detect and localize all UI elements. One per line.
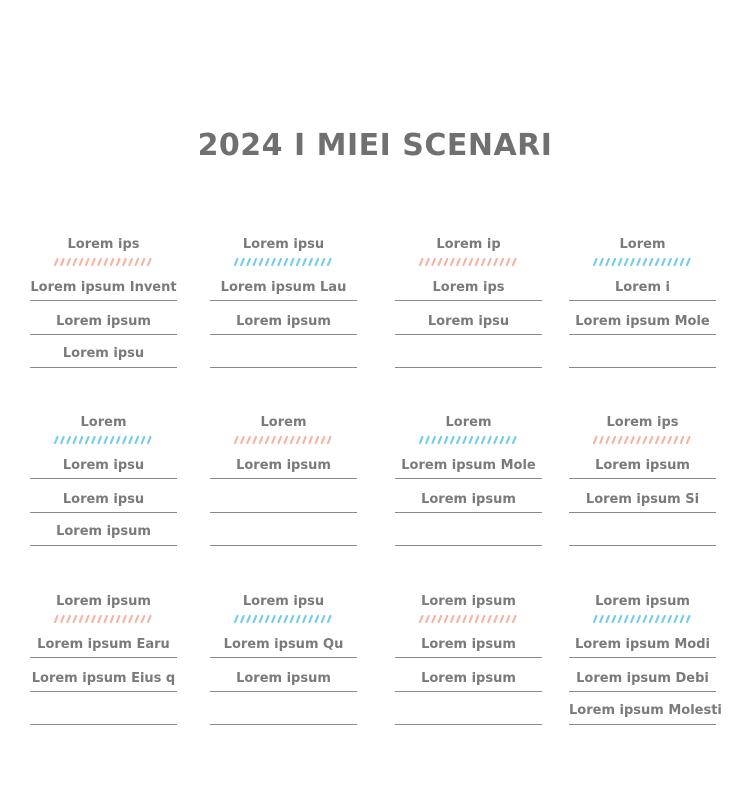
brush-underline-icon bbox=[417, 435, 519, 445]
scenario-line: Lorem ipsum Invent bbox=[30, 280, 177, 295]
scenario-card-title: Lorem bbox=[445, 415, 492, 430]
writing-rule bbox=[210, 545, 357, 546]
scenario-line: Lorem ipsum bbox=[421, 492, 516, 507]
scenario-line bbox=[395, 346, 542, 362]
writing-rule bbox=[395, 657, 542, 658]
scenario-line: Lorem ips bbox=[432, 280, 505, 295]
scenario-line: Lorem ipsum bbox=[236, 671, 331, 686]
writing-rule bbox=[30, 334, 177, 335]
writing-rule bbox=[395, 334, 542, 335]
writing-rule bbox=[30, 367, 177, 368]
writing-rule bbox=[569, 691, 716, 692]
writing-rule bbox=[569, 300, 716, 301]
brush-underline-icon bbox=[591, 435, 693, 445]
scenario-card-title: Lorem ips bbox=[606, 415, 679, 430]
scenario-line: Lorem ipsum Mole bbox=[401, 458, 536, 473]
brush-underline-icon bbox=[591, 257, 693, 267]
writing-rule bbox=[395, 367, 542, 368]
scenario-card bbox=[569, 415, 716, 555]
scenario-card bbox=[569, 237, 716, 377]
scenario-line bbox=[210, 524, 357, 540]
writing-rule bbox=[210, 657, 357, 658]
scenario-card bbox=[569, 594, 722, 734]
scenario-line: Lorem ipsum bbox=[421, 671, 516, 686]
scenario-line: Lorem ipsum Qu bbox=[223, 637, 344, 652]
writing-rule bbox=[210, 334, 357, 335]
writing-rule bbox=[395, 691, 542, 692]
scenario-card-title: Lorem ipsu bbox=[242, 237, 325, 252]
scenario-line: Lorem ipsum bbox=[56, 314, 151, 329]
scenario-line: Lorem ipsum Si bbox=[585, 492, 700, 507]
brush-underline-icon bbox=[232, 257, 334, 267]
writing-rule bbox=[30, 300, 177, 301]
writing-rule bbox=[210, 724, 357, 725]
writing-rule bbox=[569, 478, 716, 479]
scenario-card-title: Lorem ip bbox=[436, 237, 501, 252]
scenario-card bbox=[395, 237, 542, 377]
writing-rule bbox=[569, 334, 716, 335]
brush-underline-icon bbox=[52, 257, 154, 267]
scenario-card bbox=[210, 415, 357, 555]
scenario-card bbox=[30, 415, 177, 555]
scenario-line: Lorem ipsum bbox=[421, 637, 516, 652]
brush-underline-icon bbox=[417, 614, 519, 624]
scenario-line: Lorem ipsum Modi bbox=[575, 637, 710, 652]
writing-rule bbox=[210, 691, 357, 692]
scenario-line: Lorem ipsu bbox=[62, 492, 145, 507]
scenario-line: Lorem ipsu bbox=[62, 346, 145, 361]
scenario-card-title: Lorem bbox=[260, 415, 307, 430]
writing-rule bbox=[210, 512, 357, 513]
writing-rule bbox=[210, 478, 357, 479]
scenario-card bbox=[395, 415, 542, 555]
scenario-line bbox=[395, 524, 542, 540]
brush-underline-icon bbox=[232, 614, 334, 624]
scenario-line: Lorem ipsu bbox=[427, 314, 510, 329]
writing-rule bbox=[569, 657, 716, 658]
scenario-card bbox=[210, 237, 357, 377]
scenario-line: Lorem ipsum bbox=[595, 458, 690, 473]
scenario-card bbox=[30, 594, 177, 734]
scenario-line bbox=[569, 524, 716, 540]
scenario-card-title: Lorem ips bbox=[67, 237, 140, 252]
scenario-line: Lorem ipsum bbox=[56, 524, 151, 539]
writing-rule bbox=[30, 545, 177, 546]
scenario-card bbox=[30, 237, 177, 377]
scenario-line bbox=[569, 346, 716, 362]
writing-rule bbox=[30, 691, 177, 692]
scenario-line: Lorem ipsum bbox=[236, 314, 331, 329]
scenario-card-title: Lorem ipsum bbox=[421, 594, 516, 609]
scenario-line bbox=[210, 346, 357, 362]
writing-rule bbox=[569, 545, 716, 546]
writing-rule bbox=[30, 657, 177, 658]
brush-underline-icon bbox=[591, 614, 693, 624]
scenario-card bbox=[210, 594, 357, 734]
scenario-card-title: Lorem ipsum bbox=[595, 594, 690, 609]
scenario-line: Lorem ipsum Molesti bbox=[569, 703, 722, 718]
scenario-line: Lorem ipsum Earu bbox=[37, 637, 170, 652]
writing-rule bbox=[395, 545, 542, 546]
writing-rule bbox=[395, 300, 542, 301]
scenario-line bbox=[30, 703, 177, 719]
scenario-line: Lorem ipsum Mole bbox=[575, 314, 710, 329]
writing-rule bbox=[569, 512, 716, 513]
scenario-card bbox=[395, 594, 542, 734]
writing-rule bbox=[395, 512, 542, 513]
brush-underline-icon bbox=[232, 435, 334, 445]
brush-underline-icon bbox=[52, 435, 154, 445]
writing-rule bbox=[30, 512, 177, 513]
page-title: 2024 I MIEI SCENARI bbox=[197, 128, 553, 163]
brush-underline-icon bbox=[417, 257, 519, 267]
scenario-line: Lorem ipsu bbox=[62, 458, 145, 473]
writing-rule bbox=[210, 367, 357, 368]
scenario-line bbox=[210, 703, 357, 719]
scenario-card-title: Lorem ipsu bbox=[242, 594, 325, 609]
scenario-card-title: Lorem bbox=[80, 415, 127, 430]
scenario-line: Lorem ipsum bbox=[236, 458, 331, 473]
scenario-line bbox=[395, 703, 542, 719]
scenario-line: Lorem ipsum Debi bbox=[576, 671, 709, 686]
scenario-card-title: Lorem ipsum bbox=[56, 594, 151, 609]
writing-rule bbox=[30, 724, 177, 725]
writing-rule bbox=[210, 300, 357, 301]
writing-rule bbox=[569, 724, 716, 725]
writing-rule bbox=[395, 724, 542, 725]
scenario-line: Lorem ipsum Lau bbox=[220, 280, 347, 295]
scenario-line: Lorem ipsum Eius q bbox=[31, 671, 176, 686]
scenario-line bbox=[210, 492, 357, 508]
writing-rule bbox=[569, 367, 716, 368]
scenario-card-title: Lorem bbox=[619, 237, 666, 252]
scenario-line: Lorem i bbox=[615, 280, 670, 295]
writing-rule bbox=[395, 478, 542, 479]
brush-underline-icon bbox=[52, 614, 154, 624]
writing-rule bbox=[30, 478, 177, 479]
